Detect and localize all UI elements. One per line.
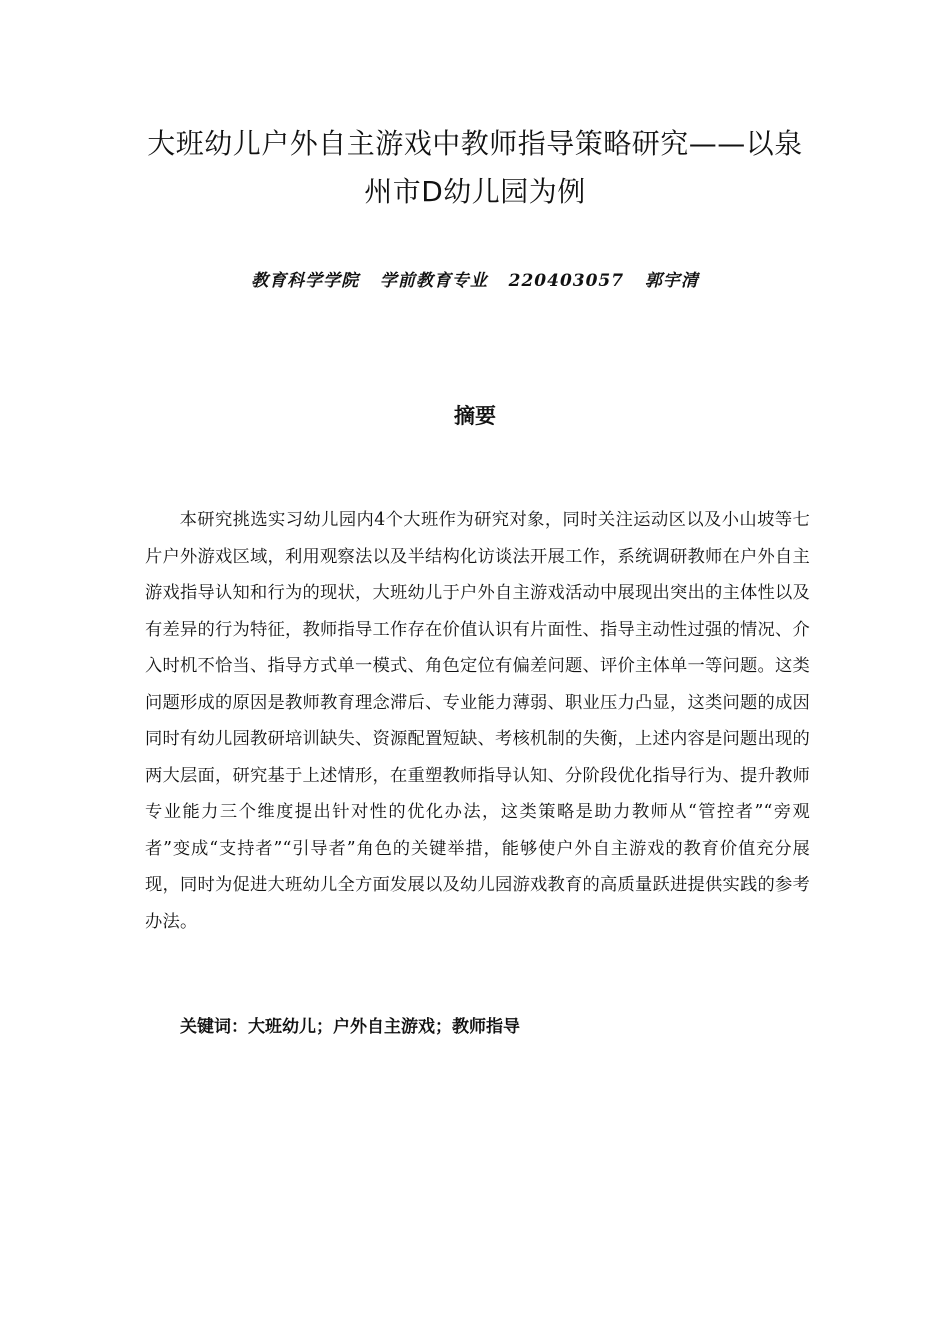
keywords: 关键词：大班幼儿；户外自主游戏；教师指导	[180, 1017, 520, 1037]
abstract-body: 本研究挑选实习幼儿园内4个大班作为研究对象，同时关注运动区以及小山坡等七片户外游戏区域，利用观察法以及半结构化访谈法开展工作，系统调研教师在户外自主游戏指导认知和行为的现状，大班幼儿于户外自主游戏活动中展现出突出的主体性以及有差异的行为特征，教师指导工作存在价值认识有片面性、指导主动性过强的情况、介入时机不恰当、指导方式单一模式、角色定位有偏差问题、评价主体单一等问题。这类问题形成的原因是教师教育理念滞后、专业能力薄弱、职业压力凸显，这类问题的成因同时有幼儿园教研培训缺失、资源配置短缺、考核机制的失衡，上述内容是问题出现的两大层面，研究基于上述情形，在重塑教师指导认知、分阶段优化指导行为、提升教师专业能力三个维度提出针对性的优化办法，这类策略是助力教师从“管控者”“旁观者”变成“支持者”“引导者”角色的关键举措，能够使户外自主游戏的教育价值充分展现，同时为促进大班幼儿全方面发展以及幼儿园游戏教育的高质量跃进提供实践的参考办法。	[145, 510, 810, 932]
author-info: 教育科学学院 学前教育专业 220403057 郭宇清	[251, 271, 699, 291]
paper-title-line-2: 州市D幼儿园为例	[364, 175, 586, 208]
paper-title	[130, 120, 820, 216]
abstract-heading: 摘要	[454, 404, 496, 428]
paper-title-line-1: 大班幼儿户外自主游戏中教师指导策略研究——以泉	[147, 127, 803, 160]
